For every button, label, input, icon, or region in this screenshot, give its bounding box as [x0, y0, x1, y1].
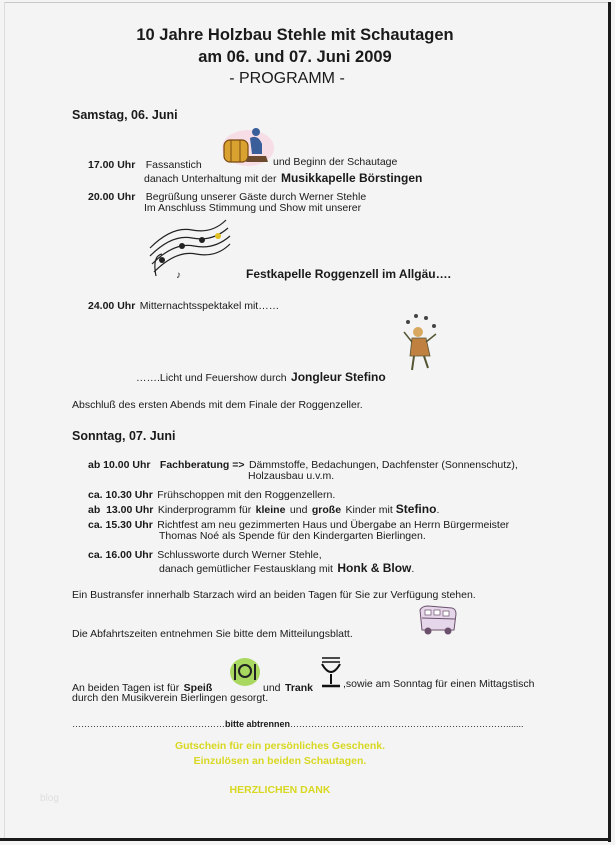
coupon-line-1: Gutschein für ein persönliches Geschenk.: [174, 740, 386, 752]
sunday-row-4-cont: Thomas Noé als Spende für den Kindergarten Bierlingen.: [159, 530, 426, 542]
food-info-line2: durch den Musikverein Bierlingen gesorgt.: [72, 692, 269, 704]
sunday-row-3: ab 13.00 Uhr Kinderprogramm für kleine und große Kinder mit Stefino.: [88, 502, 440, 516]
music-notes-icon: [142, 216, 232, 282]
page-shadow-right: [608, 2, 611, 842]
saturday-row-2: danach Unterhaltung mit der Musikkapelle Börstingen: [144, 171, 423, 185]
departures-info: Die Abfahrtszeiten entnehmen Sie bitte dem Mitteilungsblatt.: [72, 628, 353, 640]
juggler-icon: [400, 312, 440, 376]
bus-icon: [416, 604, 458, 636]
sunday-row-5: ca. 16.00 Uhr Schlussworte durch Werner Stehle,: [88, 549, 322, 561]
barrel-icon: [218, 124, 274, 168]
saturday-row-4: Im Anschluss Stimmung und Show mit unserer: [144, 202, 362, 214]
saturday-closing: Abschluß des ersten Abends mit dem Finale der Roggenzeller.: [72, 399, 363, 411]
watermark: blog: [40, 793, 59, 804]
cutlery-icon: [229, 656, 261, 688]
title-programm: - PROGRAMM -: [229, 70, 345, 87]
sunday-heading: Sonntag, 07. Juni: [72, 429, 176, 443]
saturday-row-1: 17.00 Uhr Fassanstich: [88, 159, 202, 171]
saturday-row-midnight: 24.00 Uhr Mitternachtsspektakel mit……: [88, 300, 280, 312]
festkapelle-text: Festkapelle Roggenzell im Allgäu….: [246, 267, 451, 281]
title-line-1: 10 Jahre Holzbau Stehle mit Schautagen: [136, 26, 454, 44]
food-info-cont: ,sowie am Sonntag für einen Mittagstisch: [343, 678, 535, 690]
saturday-heading: Samstag, 06. Juni: [72, 108, 178, 122]
sunday-row-4: ca. 15.30 Uhr Richtfest am neu gezimmerten Haus und Übergabe an Herrn Bürgermeister: [88, 519, 510, 531]
cut-line: ……………………………………………bitte abtrennen……………………………………………………………….......: [72, 719, 524, 729]
bus-info: Ein Bustransfer innerhalb Starzach wird an beiden Tagen für Sie zur Verfügung stehen.: [72, 589, 476, 601]
food-info-drink: und Trank: [263, 682, 313, 694]
sunday-row-1-cont: Holzausbau u.v.m.: [248, 470, 335, 482]
saturday-row-3: 20.00 Uhr Begrüßung unserer Gäste durch Werner Stehle: [88, 191, 367, 203]
page-shadow-bottom: [0, 838, 611, 841]
coupon-thanks: HERZLICHEN DANK: [229, 784, 331, 796]
saturday-row-fireshow: …….Licht und Feuershow durch Jongleur Stefino: [136, 370, 386, 384]
document-page: [4, 2, 608, 838]
food-info: An beiden Tagen ist für Speiß: [72, 682, 213, 694]
coupon-line-2: Einzulösen an beiden Schautagen.: [193, 755, 367, 767]
sunday-row-5-cont: danach gemütlicher Festausklang mit Honk & Blow.: [159, 561, 415, 575]
glass-icon: [318, 654, 344, 690]
sunday-row-2: ca. 10.30 Uhr Frühschoppen mit den Roggenzellern.: [88, 489, 336, 501]
sunday-row-1: ab 10.00 Uhr Fachberatung => Dämmstoffe, Bedachungen, Dachfenster (Sonnenschutz),: [88, 459, 518, 471]
svg-text:♪: ♪: [176, 270, 181, 281]
time-label: 17.00 Uhr: [88, 159, 136, 171]
title-line-2: am 06. und 07. Juni 2009: [198, 48, 392, 66]
saturday-row-1-cont: und Beginn der Schautage: [273, 156, 398, 168]
